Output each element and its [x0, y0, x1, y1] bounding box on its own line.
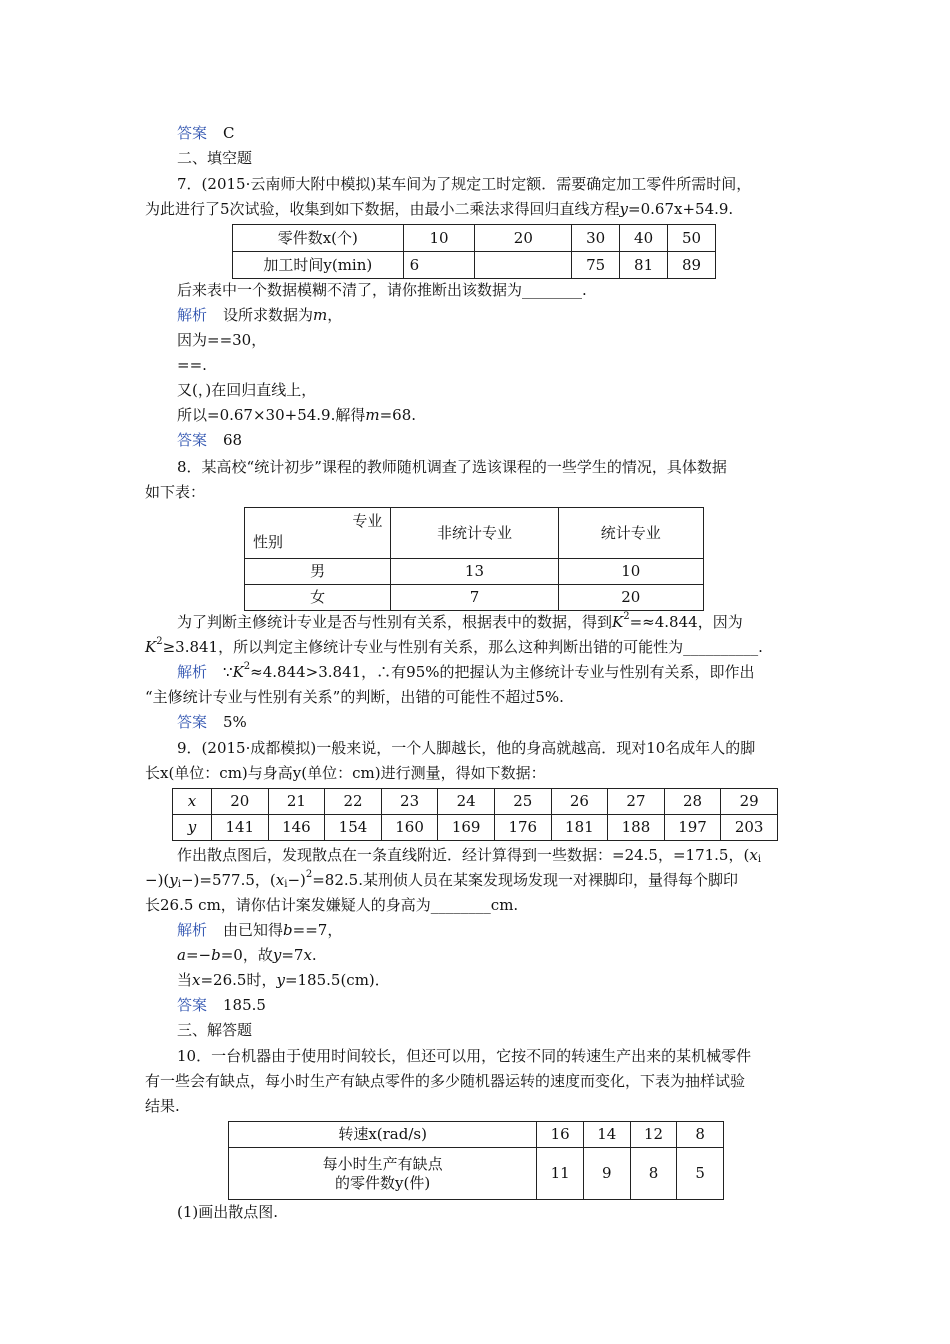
table-row-label: 加工时间y(min): [233, 252, 404, 279]
table-cell: 203: [721, 815, 778, 841]
q9-solution-line-3: 当x=26.5时，y=185.5(cm)．: [177, 971, 390, 989]
table-cell: 75: [572, 252, 620, 279]
q10-line-2: 有一些会有缺点，每小时生产有缺点零件的多少随机器运转的速度而变化，下表为抽样试验: [145, 1072, 746, 1090]
q9-data-table: [172, 788, 778, 841]
table-cell-blank: [475, 252, 572, 279]
table-cell: 29: [721, 789, 778, 815]
q8-solution-line-2: “主修统计专业与性别有关系”的判断，出错的可能性不超过5%.: [145, 688, 564, 706]
answer-label: 答案: [177, 431, 208, 449]
solution-label: 解析: [177, 921, 208, 939]
answer-blank: __________: [683, 638, 759, 656]
table-cell: 26: [551, 789, 608, 815]
table-header: 统计专业: [558, 508, 703, 559]
answer-value: C: [223, 124, 235, 142]
table-cell: 141: [212, 815, 269, 841]
table-cell: 176: [494, 815, 551, 841]
answer-label: 答案: [177, 124, 208, 142]
table-row-label: x: [173, 789, 212, 815]
q7-line-1: 7．(2015·云南师大附中模拟)某车间为了规定工时定额．需要确定加工零件所需时间，: [177, 175, 752, 193]
table-cell: 197: [664, 815, 721, 841]
q7-data-table: [232, 224, 716, 279]
table-cell: 5: [677, 1148, 724, 1200]
answer-label: 答案: [177, 713, 208, 731]
q8-contingency-table: [244, 507, 704, 611]
table-cell: 6: [403, 252, 475, 279]
answer-line-q7: [177, 430, 242, 452]
table-header: 非统计专业: [391, 508, 558, 559]
table-cell: 169: [438, 815, 495, 841]
q10-part-1: (1)画出散点图.: [177, 1203, 279, 1221]
q9-solution-line-1: 解析 由已知得b==7，: [177, 921, 343, 939]
solution-label: 解析: [177, 306, 208, 324]
table-cell: 21: [268, 789, 325, 815]
table-cell: 7: [391, 585, 558, 611]
answer-blank: ________: [522, 281, 583, 299]
table-cell: 22: [325, 789, 382, 815]
table-cell: 24: [438, 789, 495, 815]
table-cell: 8: [630, 1148, 677, 1200]
table-cell: 40: [620, 225, 668, 252]
table-cell: 28: [664, 789, 721, 815]
table-row-label: y: [173, 815, 212, 841]
table-cell: 14: [583, 1122, 630, 1148]
q7-solution-line-4: 又(，)在回归直线上，: [177, 381, 317, 399]
answer-line-q6: [177, 123, 235, 145]
answer-line-q8: [177, 712, 247, 734]
q8-after-line-2: $K^2\ge 3.841$，所以判定主修统计专业与性别有关系，那么这种判断出错的可能性为__________.: [145, 636, 763, 656]
table-cell: 8: [677, 1122, 724, 1148]
answer-line-q9: [177, 995, 266, 1017]
q7-solution-line-1: 解析 设所求数据为m，: [177, 306, 343, 324]
q9-after-line-1: 作出散点图后，发现散点在一条直线附近．经计算得到一些数据：=24.5，=171.5，(xi: [177, 846, 762, 865]
solution-label: 解析: [177, 663, 208, 681]
q9-solution-line-2: a=−b=0，故y=7x.: [177, 946, 317, 964]
table-cell: 89: [668, 252, 716, 279]
table-cell: 13: [391, 559, 558, 585]
table-cell: 10: [403, 225, 475, 252]
answer-value: 68: [223, 431, 243, 449]
table-row-label: 零件数x(个): [233, 225, 404, 252]
table-row-label: 男: [245, 559, 391, 585]
table-cell: 23: [381, 789, 438, 815]
table-cell: 146: [268, 815, 325, 841]
q7-line-2: 为此进行了5次试验，收集到如下数据，由最小二乘法求得回归直线方程y=0.67x+54.9.: [145, 200, 734, 218]
table-cell: 160: [381, 815, 438, 841]
table-cell: 50: [668, 225, 716, 252]
q7-line-3: 后来表中一个数据模糊不清了，请你推断出该数据为________.: [177, 281, 587, 299]
q10-data-table: [228, 1121, 724, 1200]
q8-after-line-1: 为了判断主修统计专业是否与性别有关系，根据表中的数据，得到$K^2=\approx 4.844$，因为: [177, 611, 743, 631]
table-cell: 12: [630, 1122, 677, 1148]
q8-solution-line-1: 解析 $\because K^2\approx 4.844>3.841$，∴有95%的把握认为主修统计专业与性别有关系，即作出: [177, 661, 755, 681]
table-cell: 20: [475, 225, 572, 252]
table-cell: 9: [583, 1148, 630, 1200]
table-cell: 25: [494, 789, 551, 815]
table-cell: 10: [558, 559, 703, 585]
table-cell: 181: [551, 815, 608, 841]
table-row-label: 每小时生产有缺点 的零件数y(件): [229, 1148, 537, 1200]
table-cell: 154: [325, 815, 382, 841]
table-cell: 188: [608, 815, 665, 841]
table-row-label: 转速x(rad/s): [229, 1122, 537, 1148]
q9-after-line-3: 长26.5 cm，请你估计案发嫌疑人的身高为________cm.: [145, 896, 519, 914]
answer-label: 答案: [177, 996, 208, 1014]
q7-solution-line-2: 因为==30，: [177, 331, 267, 349]
q10-line-3: 结果.: [145, 1097, 180, 1115]
section-heading-solve: 三、解答题: [177, 1021, 253, 1039]
table-cell: 20: [558, 585, 703, 611]
table-cell: 27: [608, 789, 665, 815]
table-cell: 30: [572, 225, 620, 252]
table-corner-cell: 专业 性别: [245, 508, 391, 559]
q10-line-1: 10．一台机器由于使用时间较长，但还可以用，它按不同的转速生产出来的某机械零件: [177, 1047, 752, 1065]
table-cell: 20: [212, 789, 269, 815]
q9-line-2: 长x(单位：cm)与身高y(单位：cm)进行测量，得如下数据：: [145, 764, 546, 782]
q9-line-1: 9．(2015·成都模拟)一般来说，一个人脚越长，他的身高就越高．现对10名成年人的脚: [177, 739, 756, 757]
answer-blank: ________: [430, 896, 491, 914]
table-cell: 11: [537, 1148, 584, 1200]
q9-after-line-2: −)(yi−)=577.5，$(xi-)^2=82.5$.某刑侦人员在某案发现场发现一对裸脚印，量得每个脚印: [145, 869, 738, 890]
section-heading-fill-in: 二、填空题: [177, 149, 253, 167]
table-cell: 81: [620, 252, 668, 279]
answer-value: 185.5: [223, 996, 266, 1014]
table-cell: 16: [537, 1122, 584, 1148]
answer-value: 5%: [223, 713, 247, 731]
q8-line-1: 8．某高校“统计初步”课程的教师随机调查了选该课程的一些学生的情况，具体数据: [177, 458, 727, 476]
q7-solution-line-3: ==.: [177, 356, 207, 374]
q8-line-2: 如下表：: [145, 483, 206, 501]
table-row-label: 女: [245, 585, 391, 611]
q7-solution-line-5: 所以=0.67×30+54.9.解得m=68.: [177, 406, 417, 424]
